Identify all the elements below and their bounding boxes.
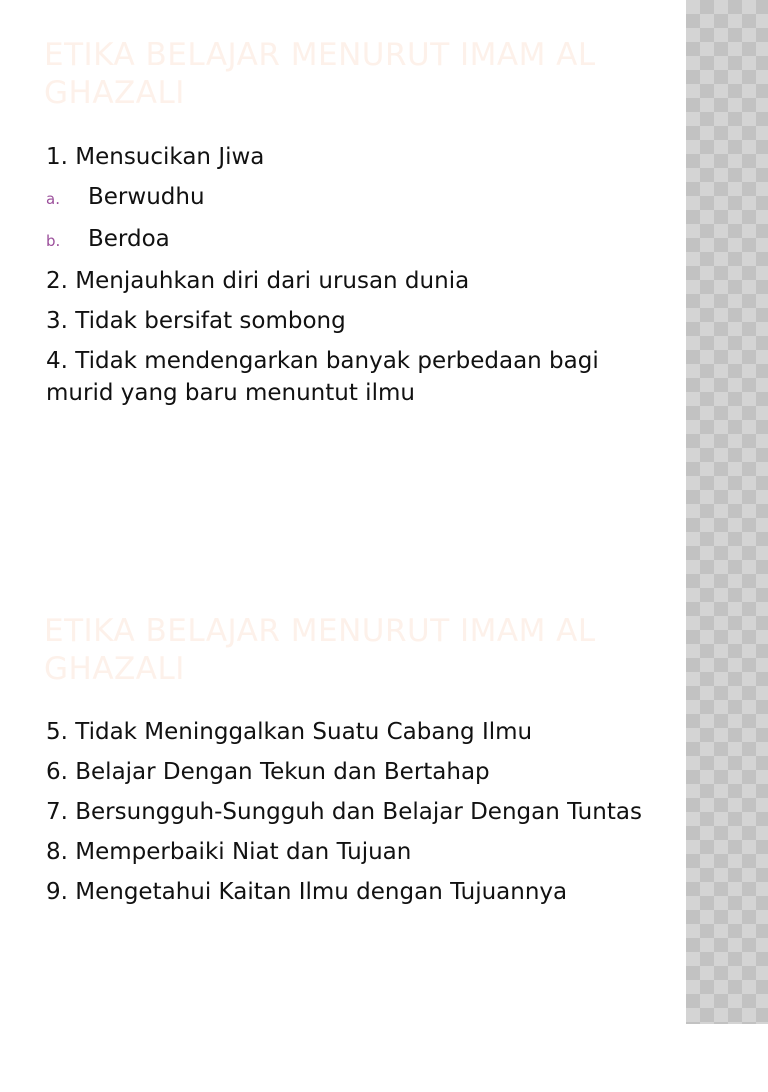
- ethics-list: [46, 716, 666, 916]
- decorative-side-pattern: [686, 0, 768, 1024]
- list-item: 3. Tidak bersifat sombong: [46, 308, 346, 334]
- list-item: 1. Mensucikan Jiwa: [46, 144, 265, 170]
- sub-list-marker: a.: [46, 190, 60, 208]
- list-item: 8. Memperbaiki Niat dan Tujuan: [46, 839, 412, 865]
- list-item: 9. Mengetahui Kaitan Ilmu dengan Tujuannya: [46, 879, 568, 905]
- sub-list-item: [46, 181, 666, 215]
- list-item: 6. Belajar Dengan Tekun dan Bertahap: [46, 759, 490, 785]
- sub-list-text: Berwudhu: [88, 184, 205, 210]
- list-item: 2. Menjauhkan diri dari urusan dunia: [46, 268, 470, 294]
- slide-title: ETIKA BELAJAR MENURUT IMAM AL GHAZALI: [44, 613, 596, 687]
- sub-list-item: [46, 223, 666, 257]
- list-item: 7. Bersungguh-Sungguh dan Belajar Dengan Tuntas: [46, 799, 642, 825]
- sub-list-text: Berdoa: [88, 226, 170, 252]
- sub-list-marker: b.: [46, 232, 61, 250]
- slide-1: [0, 0, 686, 512]
- ethics-list: [46, 141, 666, 417]
- slide-title: ETIKA BELAJAR MENURUT IMAM AL GHAZALI: [44, 37, 596, 111]
- list-item: 4. Tidak mendengarkan banyak perbedaan bagi murid yang baru menuntut ilmu: [46, 348, 599, 406]
- slide-2: [0, 580, 686, 1092]
- list-item: 5. Tidak Meninggalkan Suatu Cabang Ilmu: [46, 719, 533, 745]
